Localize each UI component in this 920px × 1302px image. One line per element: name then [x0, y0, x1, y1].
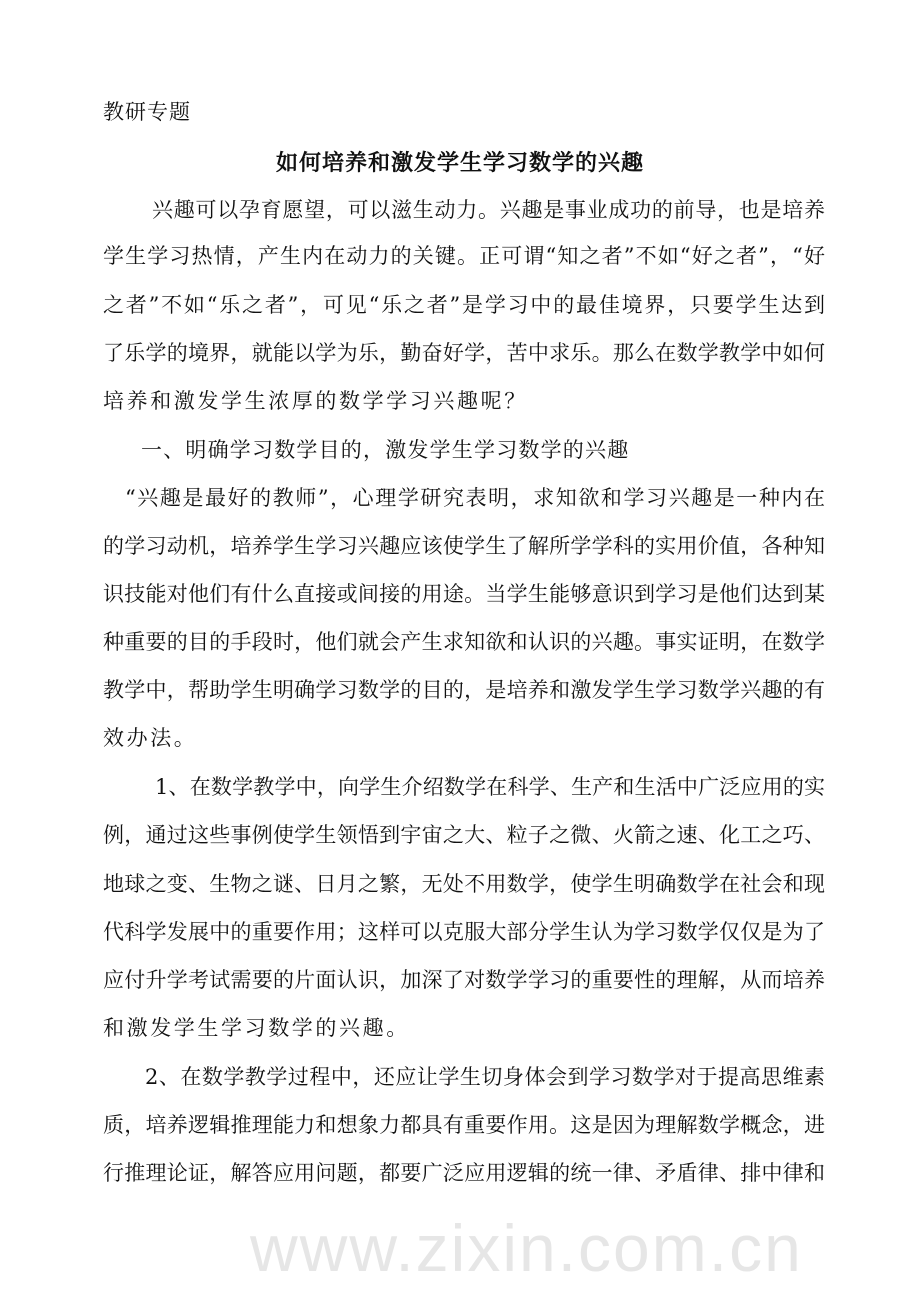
- paragraph-line: 应付升学考试需要的片面认识，加深了对数学学习的重要性的理解，从而培养: [103, 968, 825, 992]
- paragraph-line: 种重要的目的手段时，他们就会产生求知欲和认识的兴趣。事实证明，在数学: [103, 630, 825, 654]
- paragraph-line: 例，通过这些事例使学生领悟到宇宙之大、粒子之微、火箭之速、化工之巧、: [103, 823, 825, 847]
- paragraph-line: 和激发学生学习数学的兴趣。: [103, 1016, 410, 1040]
- paragraph-line: 教学中，帮助学生明确学习数学的目的，是培养和激发学生学习数学兴趣的有: [103, 678, 825, 702]
- paragraph-line: 2、在数学教学过程中，还应让学生切身体会到学习数学对于提高思维素: [145, 1065, 825, 1089]
- watermark: www.zixin.com.cn: [250, 1211, 803, 1285]
- paragraph-line: 之者”不如“乐之者”，可见“乐之者”是学习中的最佳境界，只要学生达到: [103, 293, 825, 317]
- paragraph-line: 了乐学的境界，就能以学为乐，勤奋好学，苦中求乐。那么在数学教学中如何: [103, 341, 825, 365]
- paragraph-line: 识技能对他们有什么直接或间接的用途。当学生能够意识到学习是他们达到某: [103, 582, 825, 606]
- paragraph-line: 质，培养逻辑推理能力和想象力都具有重要作用。这是因为理解数学概念，进: [103, 1113, 825, 1137]
- paragraph-line: 效办法。: [103, 726, 198, 750]
- paragraph-line: “兴趣是最好的教师”，心理学研究表明，求知欲和学习兴趣是一种内在: [125, 486, 825, 510]
- paragraph-line: 代科学发展中的重要作用；这样可以克服大部分学生认为学习数学仅仅是为了: [103, 920, 825, 944]
- paragraph-line: 培养和激发学生浓厚的数学学习兴趣呢？: [103, 389, 528, 413]
- section-header: 教研专题: [103, 100, 191, 124]
- paragraph-line: 1、在数学教学中，向学生介绍数学在科学、生产和生活中广泛应用的实: [155, 775, 825, 799]
- paragraph-line: 行推理论证，解答应用问题，都要广泛应用逻辑的统一律、矛盾律、排中律和: [103, 1161, 825, 1185]
- paragraph-line: 地球之变、生物之谜、日月之繁，无处不用数学，使学生明确数学在社会和现: [103, 872, 825, 896]
- paragraph-line: 学生学习热情，产生内在动力的关键。正可谓“知之者”不如“好之者”，“好: [103, 244, 825, 268]
- paragraph-line: 兴趣可以孕育愿望，可以滋生动力。兴趣是事业成功的前导，也是培养: [152, 198, 825, 222]
- section-heading: 一、明确学习数学目的，激发学生学习数学的兴趣: [141, 438, 630, 462]
- document-title: 如何培养和激发学生学习数学的兴趣: [275, 150, 644, 176]
- paragraph-line: 的学习动机，培养学生学习兴趣应该使学生了解所学学科的实用价值，各种知: [103, 534, 825, 558]
